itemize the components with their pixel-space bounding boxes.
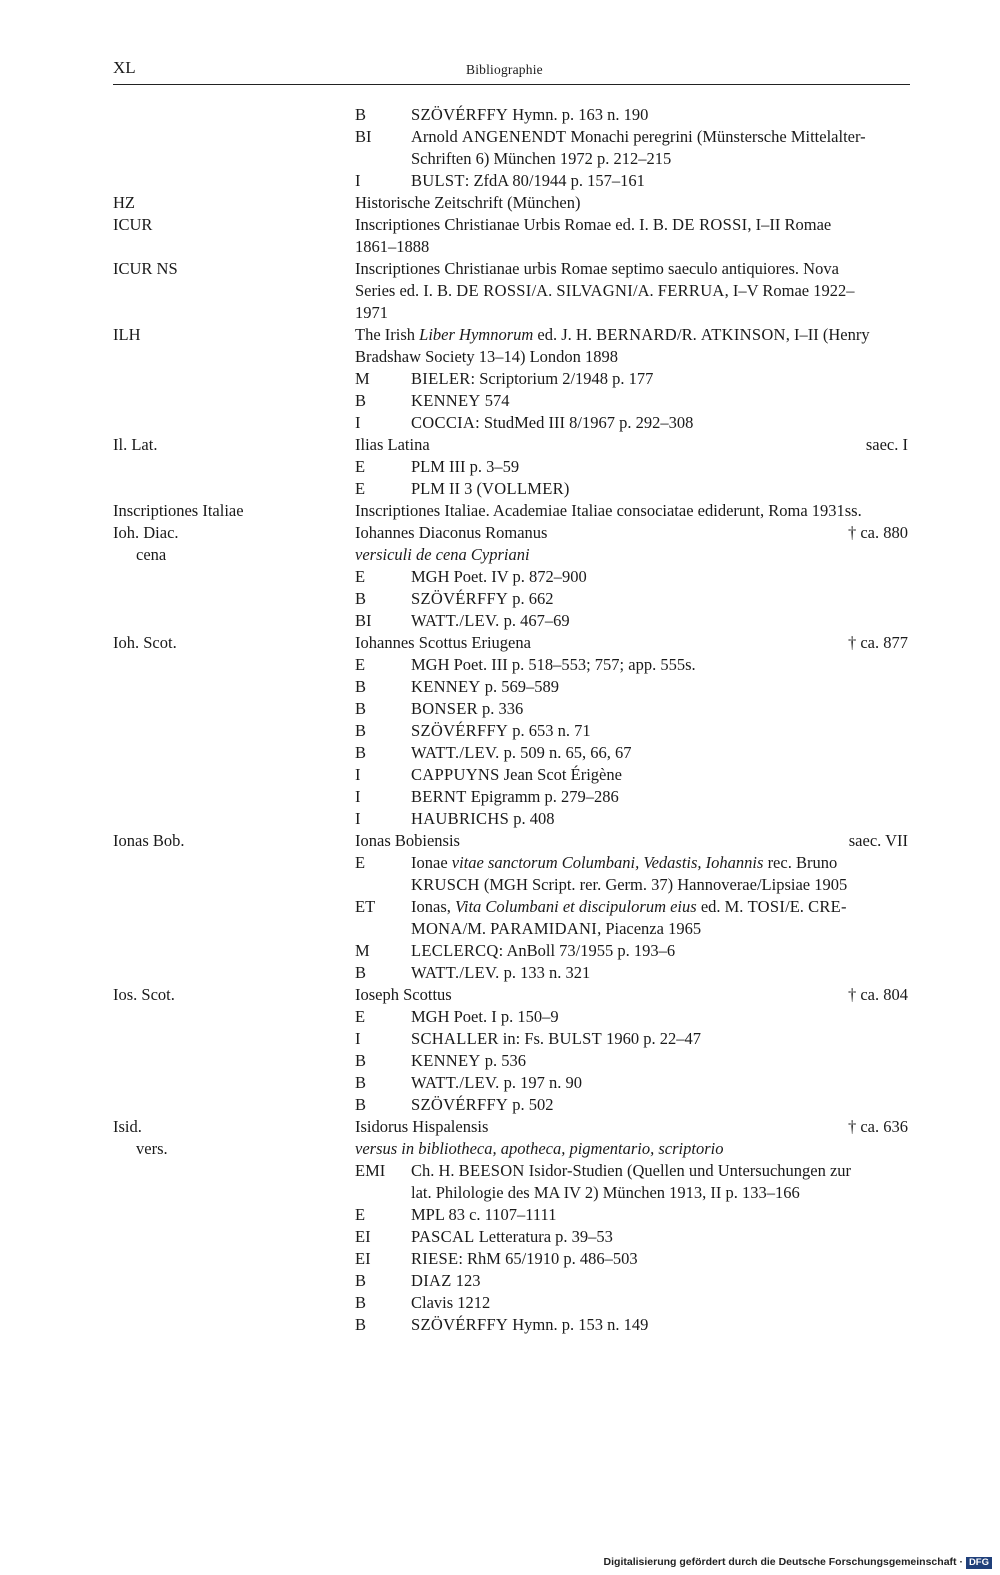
text-segment: /A. — [531, 281, 557, 300]
entry-line — [0, 918, 1000, 940]
category-code: B — [355, 1315, 367, 1334]
text-segment: /R. — [677, 325, 701, 344]
reference-text — [411, 1270, 480, 1292]
reference-text — [411, 456, 519, 478]
reference-text — [411, 764, 622, 786]
text-segment: : RhM 65/1910 p. 486–503 — [458, 1249, 638, 1268]
text-segment: , I–II Romae — [747, 215, 832, 234]
entry-title — [355, 258, 839, 280]
entry-line — [0, 302, 1000, 324]
category-code: BI — [355, 127, 372, 146]
reference-text — [411, 742, 632, 764]
reference-text — [411, 566, 587, 588]
reference-text — [411, 170, 645, 192]
category-code: B — [355, 963, 367, 982]
text-segment: p. 662 — [508, 589, 554, 608]
text-segment: Inscriptiones Christianae urbis Romae septimo saeculo antiquiores. Nova — [355, 259, 839, 278]
category-code: EI — [355, 1249, 371, 1268]
siglum: HZ — [113, 193, 135, 212]
entry-line — [0, 500, 1000, 522]
entry-line — [0, 324, 1000, 346]
text-segment: Isidorus Hispalensis — [355, 1117, 489, 1136]
reference-text — [411, 698, 523, 720]
entry-title — [355, 346, 618, 368]
text-segment: Jean Scot Érigène — [499, 765, 622, 784]
reference-text — [411, 1072, 582, 1094]
text-segment: vitae sanctorum Columbani, Vedastis, Iohannis — [451, 853, 764, 872]
entry-title — [355, 214, 831, 236]
text-segment: p. 336 — [477, 699, 524, 718]
running-title: Bibliographie — [466, 62, 543, 77]
text-segment: KRUSCH — [411, 875, 480, 894]
reference-text — [411, 1160, 851, 1182]
category-code: E — [355, 567, 366, 586]
text-segment: /E. — [785, 897, 809, 916]
text-segment: DE ROSSI — [672, 215, 748, 234]
entry-title — [355, 1116, 488, 1138]
entry-title — [355, 544, 530, 566]
text-segment: BIELER — [411, 369, 471, 388]
text-segment: 123 — [451, 1271, 481, 1290]
bibliography-entries — [0, 104, 1000, 1336]
text-segment: Series ed. I. B. — [355, 281, 457, 300]
entry-line — [0, 280, 1000, 302]
text-segment: MGH Poet. IV p. 872–900 — [411, 567, 587, 586]
category-code: B — [355, 743, 367, 762]
category-code: E — [355, 1007, 366, 1026]
entry-title — [355, 632, 531, 654]
text-segment: p. 509 n. 65, 66, 67 — [499, 743, 632, 762]
text-segment: WATT./LEV. — [411, 963, 500, 982]
text-segment: Ilias Latina — [355, 435, 430, 454]
text-segment: in: Fs. — [498, 1029, 549, 1048]
entry-line — [0, 544, 1000, 566]
siglum: cena — [136, 545, 167, 564]
reference-text — [411, 104, 648, 126]
text-segment: Ioseph Scottus — [355, 985, 452, 1004]
entry-title — [355, 522, 547, 544]
entry-title — [355, 1138, 723, 1160]
entry-line — [0, 896, 1000, 918]
text-segment: rec. Bruno — [763, 853, 838, 872]
text-segment: Hymn. p. 153 n. 149 — [508, 1315, 649, 1334]
text-segment: BEESON — [458, 1161, 525, 1180]
reference-text — [411, 786, 619, 808]
text-segment: 1971 — [355, 303, 388, 322]
text-segment: : ZfdA 80/1944 p. 157–161 — [464, 171, 645, 190]
text-segment: 1861–1888 — [355, 237, 430, 256]
text-segment: DE ROSSI — [456, 281, 532, 300]
text-segment: Hymn. p. 163 n. 190 — [508, 105, 649, 124]
category-code: E — [355, 853, 366, 872]
entry-line — [0, 940, 1000, 962]
footer-text: Digitalisierung gefördert durch die Deutsche Forschungsgemeinschaft · — [603, 1556, 963, 1568]
category-code: B — [355, 677, 367, 696]
siglum: Ioh. Scot. — [113, 633, 177, 652]
entry-line — [0, 566, 1000, 588]
entry-line — [0, 874, 1000, 896]
category-code: BI — [355, 611, 372, 630]
entry-line — [0, 478, 1000, 500]
text-segment: lat. Philologie des MA IV 2) München 1913, II p. 133–166 — [411, 1183, 800, 1202]
page-number: XL — [113, 58, 136, 77]
reference-text — [411, 1314, 648, 1336]
reference-text — [411, 390, 510, 412]
text-segment: Inscriptiones Christianae Urbis Romae ed. I. B. — [355, 215, 673, 234]
text-segment: BONSER — [411, 699, 478, 718]
entry-line — [0, 698, 1000, 720]
siglum: Il. Lat. — [113, 435, 158, 454]
text-segment: ed. J. H. — [533, 325, 597, 344]
entry-line — [0, 522, 1000, 544]
entry-line — [0, 1006, 1000, 1028]
siglum: Isid. — [113, 1117, 142, 1136]
entry-line — [0, 1160, 1000, 1182]
category-code: E — [355, 479, 366, 498]
text-segment: /A. — [633, 281, 658, 300]
entry-date: † ca. 877 — [847, 633, 908, 652]
text-segment: Ionas Bobiensis — [355, 831, 460, 850]
entry-line — [0, 258, 1000, 280]
text-segment: : AnBoll 73/1955 p. 193–6 — [498, 941, 676, 960]
reference-text — [411, 588, 554, 610]
text-segment: : StudMed III 8/1967 p. 292–308 — [475, 413, 694, 432]
text-segment: The Irish — [355, 325, 420, 344]
category-code: I — [355, 809, 361, 828]
entry-line — [0, 1292, 1000, 1314]
text-segment: Monachi peregrini (Münstersche Mittelalter- — [566, 127, 866, 146]
category-code: E — [355, 655, 366, 674]
text-segment: versiculi de cena Cypriani — [355, 545, 530, 564]
entry-line — [0, 412, 1000, 434]
text-segment: /M. — [462, 919, 491, 938]
category-code: B — [355, 1271, 367, 1290]
text-segment: p. 536 — [480, 1051, 526, 1070]
entry-line — [0, 610, 1000, 632]
text-segment: MONA — [411, 919, 463, 938]
reference-text — [411, 720, 591, 742]
text-segment: MGH Poet. III p. 518–553; 757; app. 555s. — [411, 655, 696, 674]
entry-line — [0, 786, 1000, 808]
reference-text — [411, 1204, 556, 1226]
entry-line — [0, 236, 1000, 258]
text-segment: Arnold — [411, 127, 462, 146]
entry-line — [0, 764, 1000, 786]
entry-line — [0, 1138, 1000, 1160]
reference-text — [411, 148, 671, 170]
text-segment: KENNEY — [411, 677, 481, 696]
entry-line — [0, 852, 1000, 874]
text-segment: PARAMIDANI — [490, 919, 598, 938]
entry-line — [0, 830, 1000, 852]
entry-line — [0, 104, 1000, 126]
text-segment: ) — [563, 479, 570, 498]
text-segment: Isidor-Studien (Quellen und Untersuchungen zur — [524, 1161, 852, 1180]
entry-line — [0, 808, 1000, 830]
entry-line — [0, 1116, 1000, 1138]
text-segment: VOLLMER — [482, 479, 564, 498]
text-segment: WATT./LEV. — [411, 611, 500, 630]
text-segment: FERRUA — [657, 281, 725, 300]
text-segment: ATKINSON — [700, 325, 786, 344]
entry-line — [0, 346, 1000, 368]
entry-title — [355, 984, 452, 1006]
text-segment: ANGENENDT — [461, 127, 567, 146]
text-segment: Letteratura p. 39–53 — [474, 1227, 613, 1246]
category-code: ET — [355, 897, 376, 916]
entry-line — [0, 390, 1000, 412]
text-segment: p. 502 — [508, 1095, 554, 1114]
text-segment: Clavis 1212 — [411, 1293, 491, 1312]
entry-line — [0, 170, 1000, 192]
text-segment: p. 653 n. 71 — [508, 721, 591, 740]
text-segment: PLM II 3 ( — [411, 479, 483, 498]
text-segment: Iohannes Scottus Eriugena — [355, 633, 531, 652]
text-segment: WATT./LEV. — [411, 743, 500, 762]
text-segment: BERNARD — [596, 325, 678, 344]
entry-line — [0, 1028, 1000, 1050]
reference-text — [411, 874, 847, 896]
entry-line — [0, 148, 1000, 170]
siglum: vers. — [136, 1139, 168, 1158]
text-segment: Inscriptiones Italiae. Academiae Italiae consociatae ediderunt, Roma 1931ss. — [355, 501, 862, 520]
entry-line — [0, 676, 1000, 698]
reference-text — [411, 478, 569, 500]
reference-text — [411, 896, 847, 918]
entry-line — [0, 720, 1000, 742]
category-code: B — [355, 699, 367, 718]
text-segment: p. 197 n. 90 — [499, 1073, 583, 1092]
text-segment: SZÖVÉRFFY — [411, 1315, 509, 1334]
text-segment: CAPPUYNS — [411, 765, 500, 784]
text-segment: TOSI — [747, 897, 786, 916]
text-segment: LECLERCQ — [411, 941, 499, 960]
category-code: I — [355, 1029, 361, 1048]
entry-title — [355, 500, 862, 522]
reference-text — [411, 918, 701, 940]
text-segment: Epigramm p. 279–286 — [466, 787, 619, 806]
text-segment: BULST — [548, 1029, 602, 1048]
entry-line — [0, 192, 1000, 214]
text-segment: MPL 83 c. 1107–1111 — [411, 1205, 557, 1224]
siglum: Ioh. Diac. — [113, 523, 179, 542]
entry-title — [355, 434, 430, 456]
text-segment: p. 133 n. 321 — [499, 963, 591, 982]
entry-title — [355, 830, 460, 852]
siglum: ICUR NS — [113, 259, 178, 278]
text-segment: p. 467–69 — [499, 611, 570, 630]
entry-title — [355, 302, 388, 324]
reference-text — [411, 962, 590, 984]
reference-text — [411, 1226, 613, 1248]
category-code: EMI — [355, 1161, 386, 1180]
siglum: ICUR — [113, 215, 153, 234]
entry-line — [0, 654, 1000, 676]
text-segment: (MGH Script. rer. Germ. 37) Hannoverae/Lipsiae 1905 — [479, 875, 848, 894]
entry-line — [0, 1270, 1000, 1292]
entry-date: † ca. 636 — [847, 1117, 908, 1136]
text-segment: PLM III p. 3–59 — [411, 457, 520, 476]
reference-text — [411, 368, 653, 390]
reference-text — [411, 1292, 490, 1314]
text-segment: Schriften 6) München 1972 p. 212–215 — [411, 149, 672, 168]
text-segment: SZÖVÉRFFY — [411, 105, 509, 124]
text-segment: , Piacenza 1965 — [597, 919, 702, 938]
text-segment: Iohannes Diaconus Romanus — [355, 523, 548, 542]
category-code: I — [355, 765, 361, 784]
entry-line — [0, 742, 1000, 764]
reference-text — [411, 1050, 526, 1072]
entry-line — [0, 588, 1000, 610]
reference-text — [411, 654, 696, 676]
text-segment: SZÖVÉRFFY — [411, 589, 509, 608]
reference-text — [411, 852, 837, 874]
text-segment: PASCAL — [411, 1227, 475, 1246]
text-segment: 574 — [480, 391, 510, 410]
text-segment: versus in bibliotheca, apotheca, pigmentario, scriptorio — [355, 1139, 724, 1158]
text-segment: 1960 p. 22–47 — [601, 1029, 701, 1048]
category-code: B — [355, 721, 367, 740]
entry-line — [0, 1204, 1000, 1226]
siglum: Ionas Bob. — [113, 831, 185, 850]
reference-text — [411, 1182, 800, 1204]
category-code: I — [355, 413, 361, 432]
siglum: ILH — [113, 325, 141, 344]
entry-date: † ca. 804 — [847, 985, 908, 1004]
header-rule — [113, 84, 910, 85]
category-code: I — [355, 787, 361, 806]
text-segment: Bradshaw Society 13–14) London 1898 — [355, 347, 619, 366]
reference-text — [411, 1028, 701, 1050]
entry-line — [0, 962, 1000, 984]
text-segment: ed. M. — [696, 897, 748, 916]
reference-text — [411, 676, 559, 698]
text-segment: p. 569–589 — [480, 677, 559, 696]
text-segment: DIAZ — [411, 1271, 452, 1290]
reference-text — [411, 610, 570, 632]
entry-title — [355, 324, 870, 346]
entry-line — [0, 368, 1000, 390]
text-segment: Ionas, — [411, 897, 455, 916]
entry-line — [0, 1314, 1000, 1336]
category-code: B — [355, 589, 367, 608]
text-segment: CRE- — [808, 897, 847, 916]
reference-text — [411, 1248, 638, 1270]
entry-line — [0, 456, 1000, 478]
siglum: Ios. Scot. — [113, 985, 175, 1004]
entry-line — [0, 984, 1000, 1006]
text-segment: SZÖVÉRFFY — [411, 1095, 509, 1114]
entry-date: saec. I — [865, 435, 908, 454]
text-segment: SCHALLER — [411, 1029, 499, 1048]
text-segment: Vita Columbani et discipulorum eius — [455, 897, 697, 916]
reference-text — [411, 1094, 554, 1116]
category-code: B — [355, 1095, 367, 1114]
category-code: E — [355, 457, 366, 476]
text-segment: Liber Hymnorum — [419, 325, 534, 344]
entry-title — [355, 280, 855, 302]
text-segment: : Scriptorium 2/1948 p. 177 — [470, 369, 654, 388]
category-code: B — [355, 1293, 367, 1312]
text-segment: KENNEY — [411, 1051, 481, 1070]
text-segment: Ch. H. — [411, 1161, 459, 1180]
category-code: E — [355, 1205, 366, 1224]
entry-line — [0, 1094, 1000, 1116]
category-code: B — [355, 105, 367, 124]
category-code: B — [355, 1073, 367, 1092]
entry-line — [0, 1072, 1000, 1094]
entry-line — [0, 1050, 1000, 1072]
reference-text — [411, 1006, 559, 1028]
text-segment: SZÖVÉRFFY — [411, 721, 509, 740]
text-segment: Historische Zeitschrift (München) — [355, 193, 581, 212]
reference-text — [411, 126, 866, 148]
entry-title — [355, 236, 429, 258]
text-segment: BERNT — [411, 787, 467, 806]
text-segment: SILVAGNI — [556, 281, 633, 300]
entry-date: saec. VII — [848, 831, 908, 850]
text-segment: Ionae — [411, 853, 452, 872]
footer-credit — [604, 1556, 992, 1569]
text-segment: , I–II (Henry — [785, 325, 870, 344]
entry-line — [0, 1248, 1000, 1270]
text-segment: BULST — [411, 171, 465, 190]
text-segment: KENNEY — [411, 391, 481, 410]
text-segment: WATT./LEV. — [411, 1073, 500, 1092]
entry-line — [0, 126, 1000, 148]
reference-text — [411, 412, 693, 434]
category-code: M — [355, 941, 370, 960]
category-code: EI — [355, 1227, 371, 1246]
text-segment: , I–V Romae 1922– — [724, 281, 855, 300]
category-code: B — [355, 1051, 367, 1070]
text-segment: RIESE — [411, 1249, 459, 1268]
category-code: M — [355, 369, 370, 388]
dfg-logo: DFG — [966, 1557, 992, 1569]
text-segment: MGH Poet. I p. 150–9 — [411, 1007, 559, 1026]
reference-text — [411, 940, 675, 962]
category-code: B — [355, 391, 367, 410]
reference-text — [411, 808, 554, 830]
text-segment: HAUBRICHS — [411, 809, 510, 828]
entry-line — [0, 434, 1000, 456]
entry-line — [0, 1226, 1000, 1248]
text-segment: p. 408 — [509, 809, 555, 828]
siglum: Inscriptiones Italiae — [113, 501, 244, 520]
category-code: I — [355, 171, 361, 190]
entry-date: † ca. 880 — [847, 523, 908, 542]
entry-line — [0, 632, 1000, 654]
entry-line — [0, 214, 1000, 236]
text-segment: COCCIA — [411, 413, 476, 432]
entry-line — [0, 1182, 1000, 1204]
entry-title — [355, 192, 580, 214]
